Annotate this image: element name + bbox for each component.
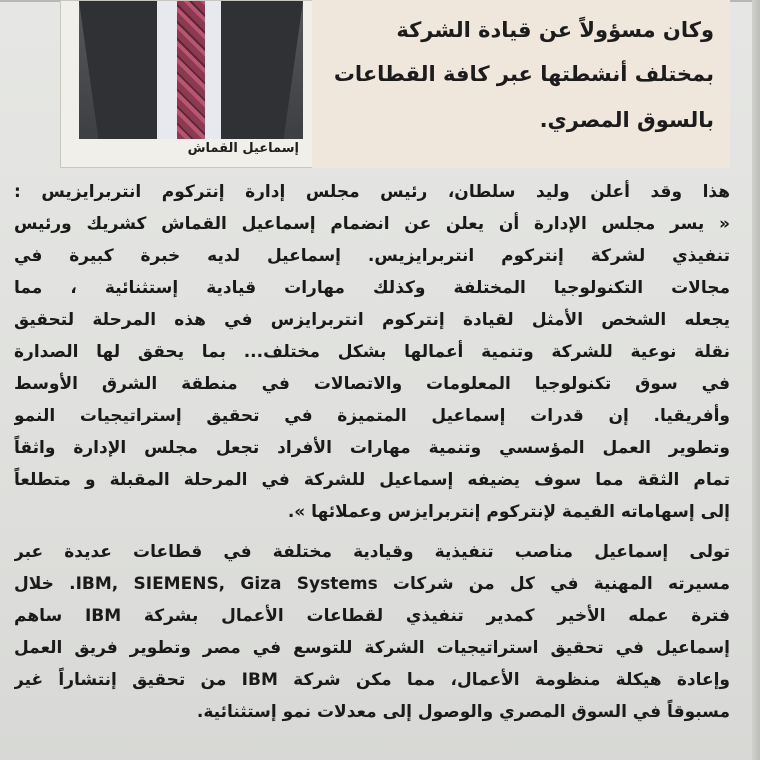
article-line: تنفيذي لشركة إنتركوم انتربرايزيس. إسماعيل لديه خبرة كبيرة في [14,246,730,266]
article-line: إلى إسهاماته القيمة لإنتركوم إنتربرايزس وعملائها ». [287,502,730,522]
article-line: وأفريقيا. إن قدرات إسماعيل المتميزة في تحقيق إستراتيجيات النمو [14,406,730,426]
pull-quote-line: بالسوق المصري. [539,108,714,132]
pull-quote-line: وكان مسؤولاً عن قيادة الشركة [396,18,714,42]
article-line: وتطوير العمل المؤسسي وتنمية مهارات الأفراد تجعل مجلس الإدارة واثقاً [14,438,730,458]
article-line: في سوق تكنولوجيا المعلومات والاتصالات في منطقة الشرق الأوسط [14,374,730,394]
article-line: وإعادة هيكلة منظومة الأعمال، مما مكن شركة IBM من تحقيق إنتشاراً غير [14,670,730,690]
article-line: مسيرته المهنية في كل من شركات IBM, SIEMENS, Giza Systems. خلال [14,574,730,594]
article-line: مجالات التكنولوجيا المختلفة وكذلك مهارات قيادية إستثنائية ، مما [14,278,730,298]
article-line: يجعله الشخص الأمثل لقيادة إنتركوم انتربرايزس في هذه المرحلة لتحقيق [14,310,730,330]
article-line: مسبوقاً في السوق المصري والوصول إلى معدلات نمو إستثنائية. [196,702,730,722]
article-line: نقلة نوعية للشركة وتنمية أعمالها بشكل مختلف... بما يحقق لها الصدارة [14,342,730,362]
page-edge [752,0,760,760]
pull-quote-line: بمختلف أنشطتها عبر كافة القطاعات [333,62,714,86]
article-line: فترة عمله الأخير كمدير تنفيذي لقطاعات الأعمال بشركة IBM ساهم [14,606,730,626]
article-line: « يسر مجلس الإدارة أن يعلن عن انضمام إسماعيل القماش كشريك ورئيس [14,214,730,234]
photo-frame [60,0,314,168]
article-line: تولى إسماعيل مناصب تنفيذية وقيادية مختلفة في قطاعات عديدة عبر [14,542,730,562]
pull-quote-box [312,0,730,168]
tie [177,1,205,139]
article-line: تمام الثقة مما سوف يضيفه إسماعيل للشركة في المرحلة المقبلة و متطلعاً [14,470,730,490]
photo-caption: إسماعيل القماش [187,141,299,156]
article-line: هذا وقد أعلن وليد سلطان، رئيس مجلس إدارة إنتركوم انتربرايزيس : [14,182,730,202]
portrait-photo [79,1,303,139]
article-line: إسماعيل في تحقيق استراتيجيات الشركة للتوسع في مصر وتطوير فريق العمل [14,638,730,658]
